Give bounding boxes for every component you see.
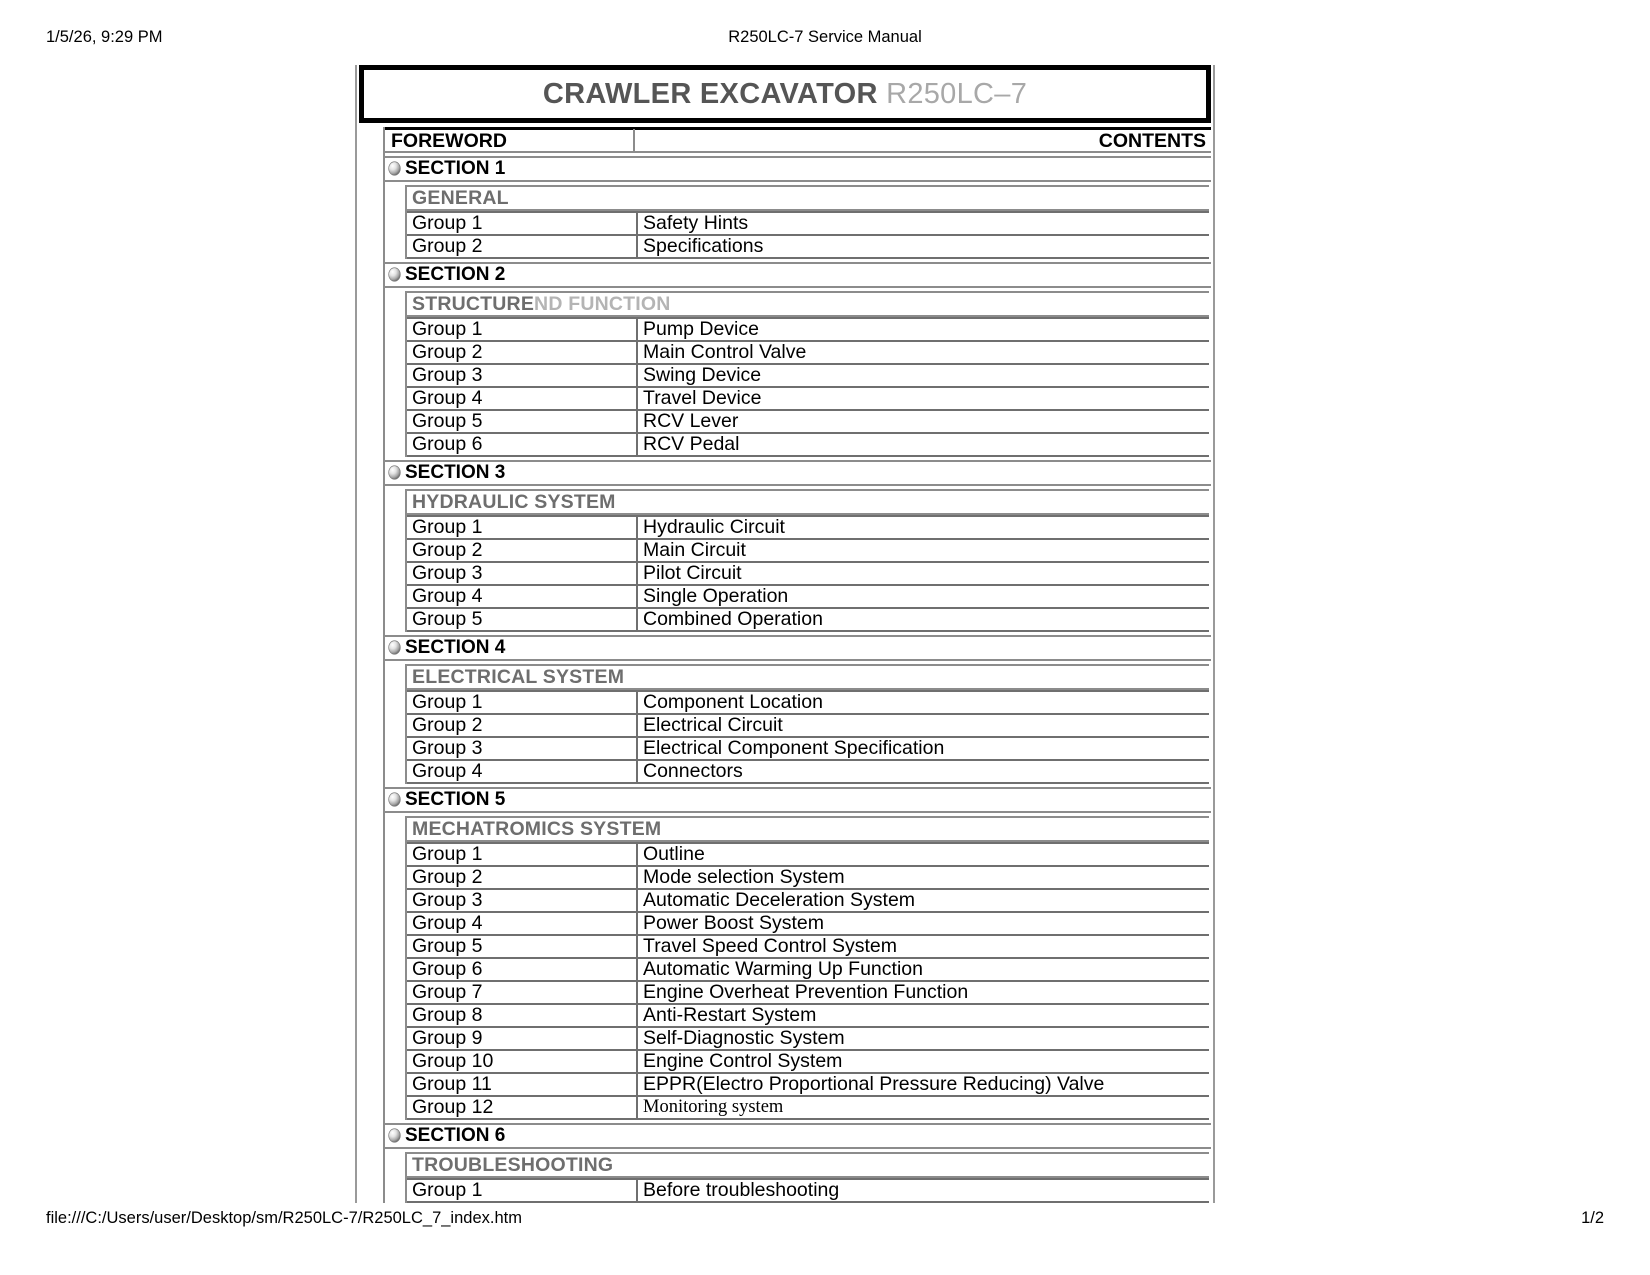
group-title: Main Control Valve bbox=[643, 341, 807, 363]
group-title: Power Boost System bbox=[643, 912, 824, 934]
group-title: RCV Lever bbox=[643, 410, 739, 432]
table-row[interactable] bbox=[407, 432, 1209, 457]
group-number: Group 1 bbox=[407, 517, 638, 538]
table-row[interactable] bbox=[407, 317, 1209, 342]
group-title: Component Location bbox=[643, 691, 823, 713]
group-number: Group 1 bbox=[407, 844, 638, 865]
group-number: Group 12 bbox=[407, 1097, 638, 1118]
group-title: EPPR(Electro Proportional Pressure Reducing) Valve bbox=[643, 1073, 1105, 1095]
group-number: Group 6 bbox=[407, 959, 638, 980]
group-number: Group 1 bbox=[407, 319, 638, 340]
table-row[interactable] bbox=[407, 584, 1209, 609]
group-number: Group 1 bbox=[407, 1180, 638, 1201]
table-row[interactable] bbox=[407, 713, 1209, 738]
group-number: Group 2 bbox=[407, 867, 638, 888]
table-row[interactable] bbox=[407, 363, 1209, 388]
table-row[interactable] bbox=[407, 736, 1209, 761]
group-title: Pump Device bbox=[643, 318, 759, 340]
table-row[interactable] bbox=[407, 1072, 1209, 1097]
group-title: Pilot Circuit bbox=[643, 562, 742, 584]
groups-host bbox=[407, 211, 1211, 259]
group-number: Group 2 bbox=[407, 540, 638, 561]
group-title: Single Operation bbox=[643, 585, 789, 607]
table-row[interactable] bbox=[407, 1003, 1209, 1028]
section-subtitle: ELECTRICAL SYSTEM bbox=[412, 665, 625, 688]
foreword-contents-row bbox=[385, 127, 1211, 153]
table-row[interactable] bbox=[407, 561, 1209, 586]
group-number: Group 3 bbox=[407, 738, 638, 759]
group-title: Connectors bbox=[643, 760, 743, 782]
group-number: Group 2 bbox=[407, 715, 638, 736]
table-row[interactable] bbox=[407, 1178, 1209, 1203]
section-row-4[interactable] bbox=[385, 635, 1211, 661]
group-number: Group 4 bbox=[407, 761, 638, 782]
section-label: SECTION 2 bbox=[405, 264, 506, 285]
print-date: 1/5/26, 9:29 PM bbox=[46, 28, 163, 46]
group-number: Group 7 bbox=[407, 982, 638, 1003]
document-outer-frame bbox=[355, 65, 1215, 1203]
group-title: Specifications bbox=[643, 235, 764, 257]
group-title: Automatic Deceleration System bbox=[643, 889, 916, 911]
table-row[interactable] bbox=[407, 409, 1209, 434]
table-row[interactable] bbox=[407, 234, 1209, 259]
group-number: Group 2 bbox=[407, 342, 638, 363]
group-number: Group 10 bbox=[407, 1051, 638, 1072]
table-row[interactable] bbox=[407, 1095, 1209, 1120]
sections-host bbox=[385, 156, 1211, 1203]
table-row[interactable] bbox=[407, 607, 1209, 632]
group-number: Group 6 bbox=[407, 434, 638, 455]
table-row[interactable] bbox=[407, 759, 1209, 784]
table-row[interactable] bbox=[407, 911, 1209, 936]
table-row[interactable] bbox=[407, 957, 1209, 982]
section-row-5[interactable] bbox=[385, 787, 1211, 813]
group-number: Group 5 bbox=[407, 609, 638, 630]
group-title: Travel Speed Control System bbox=[643, 935, 897, 957]
table-row[interactable] bbox=[407, 690, 1209, 715]
document-header-title: R250LC-7 Service Manual bbox=[728, 28, 922, 46]
section-label: SECTION 4 bbox=[405, 637, 506, 658]
group-number: Group 5 bbox=[407, 936, 638, 957]
sphere-bullet-icon bbox=[387, 161, 402, 176]
section-group-block bbox=[405, 664, 1211, 784]
groups-host bbox=[407, 842, 1211, 1120]
section-group-block bbox=[405, 816, 1211, 1120]
group-number: Group 4 bbox=[407, 388, 638, 409]
section-label: SECTION 5 bbox=[405, 789, 506, 810]
group-title: Before troubleshooting bbox=[643, 1179, 840, 1201]
section-subtitle-row bbox=[407, 489, 1209, 515]
sphere-bullet-icon bbox=[387, 267, 402, 282]
table-row[interactable] bbox=[407, 934, 1209, 959]
group-number: Group 3 bbox=[407, 563, 638, 584]
contents-label: CONTENTS bbox=[1098, 129, 1206, 152]
group-number: Group 3 bbox=[407, 890, 638, 911]
group-title: Engine Control System bbox=[643, 1050, 843, 1072]
group-number: Group 9 bbox=[407, 1028, 638, 1049]
sphere-bullet-icon bbox=[387, 640, 402, 655]
sphere-bullet-icon bbox=[387, 1128, 402, 1143]
section-subtitle: MECHATROMICS SYSTEM bbox=[412, 817, 662, 840]
section-subtitle: GENERAL bbox=[412, 186, 509, 209]
section-subtitle: HYDRAULIC SYSTEM bbox=[412, 490, 616, 513]
manual-title-model: R250LC–7 bbox=[886, 78, 1028, 110]
group-title: Mode selection System bbox=[643, 866, 845, 888]
group-title: Travel Device bbox=[643, 387, 762, 409]
section-subtitle-row bbox=[407, 1152, 1209, 1178]
page-footer bbox=[0, 1209, 1650, 1233]
group-number: Group 11 bbox=[407, 1074, 638, 1095]
section-subtitle-row bbox=[407, 816, 1209, 842]
contents-table bbox=[383, 127, 1211, 1203]
section-subtitle: STRUCTUREND FUNCTION bbox=[412, 292, 671, 315]
foreword-label[interactable]: FOREWORD bbox=[385, 129, 635, 153]
section-subtitle-row bbox=[407, 291, 1209, 317]
source-url: file:///C:/Users/user/Desktop/sm/R250LC-7/R250LC_7_index.htm bbox=[46, 1209, 522, 1227]
section-subtitle: TROUBLESHOOTING bbox=[412, 1153, 614, 1176]
group-title: Electrical Circuit bbox=[643, 714, 783, 736]
group-title: Combined Operation bbox=[643, 608, 823, 630]
groups-host bbox=[407, 1178, 1211, 1203]
group-number: Group 4 bbox=[407, 586, 638, 607]
section-row-1[interactable] bbox=[385, 156, 1211, 182]
page-header bbox=[0, 28, 1650, 52]
group-title: Anti-Restart System bbox=[643, 1004, 817, 1026]
table-row[interactable] bbox=[407, 515, 1209, 540]
group-title: Hydraulic Circuit bbox=[643, 516, 785, 538]
section-row-2[interactable] bbox=[385, 262, 1211, 288]
manual-title-main: CRAWLER EXCAVATOR bbox=[542, 78, 887, 110]
table-row[interactable] bbox=[407, 340, 1209, 365]
document-viewport bbox=[0, 62, 1650, 1201]
sphere-bullet-icon bbox=[387, 792, 402, 807]
group-title: Automatic Warming Up Function bbox=[643, 958, 923, 980]
section-group-block bbox=[405, 489, 1211, 632]
table-row[interactable] bbox=[407, 888, 1209, 913]
group-title: Engine Overheat Prevention Function bbox=[643, 981, 969, 1003]
group-number: Group 1 bbox=[407, 692, 638, 713]
section-row-3[interactable] bbox=[385, 460, 1211, 486]
group-number: Group 8 bbox=[407, 1005, 638, 1026]
manual-contents-document bbox=[355, 62, 1215, 1203]
section-row-6[interactable] bbox=[385, 1123, 1211, 1149]
group-title: Safety Hints bbox=[643, 212, 749, 234]
group-title: Monitoring system bbox=[643, 1097, 784, 1117]
group-number: Group 5 bbox=[407, 411, 638, 432]
section-group-block bbox=[405, 291, 1211, 457]
group-title: Electrical Component Specification bbox=[643, 737, 945, 759]
table-row[interactable] bbox=[407, 538, 1209, 563]
table-row[interactable] bbox=[407, 1049, 1209, 1074]
manual-title-band bbox=[359, 65, 1211, 123]
section-group-block bbox=[405, 185, 1211, 259]
group-title: Swing Device bbox=[643, 364, 762, 386]
groups-host bbox=[407, 515, 1211, 632]
group-number: Group 4 bbox=[407, 913, 638, 934]
table-row[interactable] bbox=[407, 1026, 1209, 1051]
groups-host bbox=[407, 317, 1211, 457]
group-title: Outline bbox=[643, 843, 705, 865]
section-subtitle-row bbox=[407, 664, 1209, 690]
section-label: SECTION 3 bbox=[405, 462, 506, 483]
table-row[interactable] bbox=[407, 980, 1209, 1005]
group-title: Self-Diagnostic System bbox=[643, 1027, 845, 1049]
group-title: RCV Pedal bbox=[643, 433, 740, 455]
table-row[interactable] bbox=[407, 865, 1209, 890]
page-number: 1/2 bbox=[1581, 1209, 1604, 1227]
section-subtitle-row bbox=[407, 185, 1209, 211]
group-title: Main Circuit bbox=[643, 539, 746, 561]
group-number: Group 2 bbox=[407, 236, 638, 257]
table-row[interactable] bbox=[407, 386, 1209, 411]
sphere-bullet-icon bbox=[387, 465, 402, 480]
section-group-block bbox=[405, 1152, 1211, 1203]
table-row[interactable] bbox=[407, 211, 1209, 236]
table-row[interactable] bbox=[407, 842, 1209, 867]
section-label: SECTION 1 bbox=[405, 158, 506, 179]
section-label: SECTION 6 bbox=[405, 1125, 506, 1146]
group-number: Group 3 bbox=[407, 365, 638, 386]
groups-host bbox=[407, 690, 1211, 784]
group-number: Group 1 bbox=[407, 213, 638, 234]
